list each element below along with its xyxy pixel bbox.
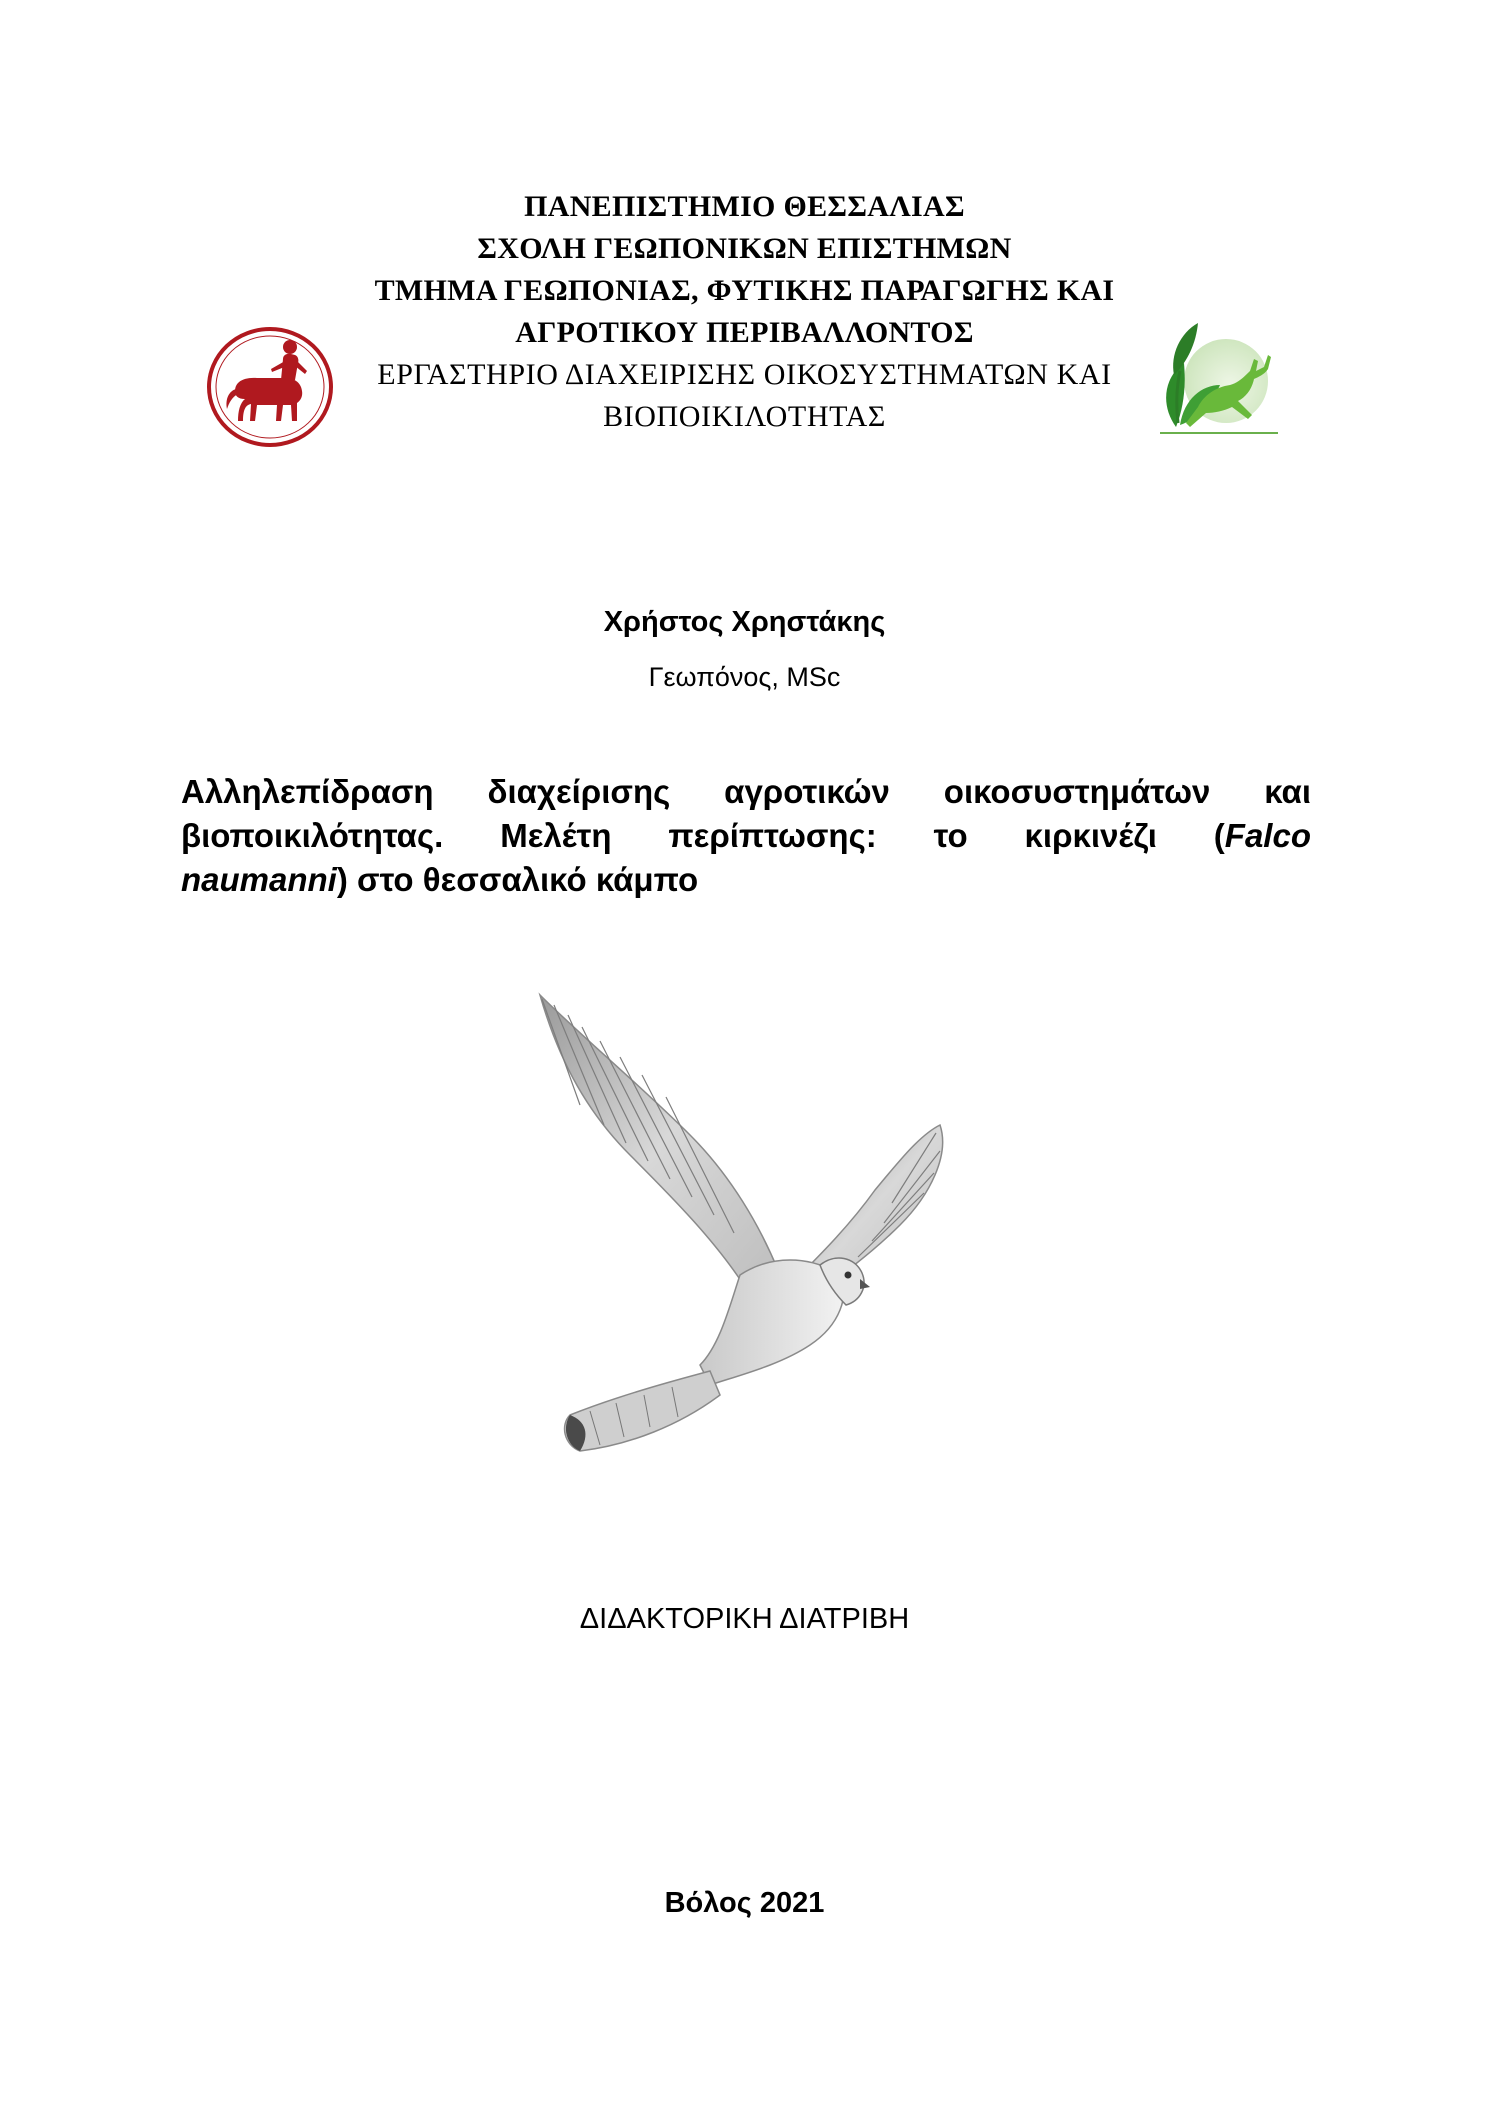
lab-logo: [1140, 315, 1288, 443]
title-line1: Αλληλεπίδραση διαχείρισης αγροτικών οικοσυστημάτων και: [181, 773, 1311, 810]
place-and-year: Βόλος 2021: [664, 1887, 825, 1919]
title-line3: [181, 858, 1311, 902]
lab-name-line1: ΕΡΓΑΣΤΗΡΙΟ ΔΙΑΧΕΙΡΙΣΗΣ ΟΙΚΟΣΥΣΤΗΜΑΤΩΝ ΚΑΙ: [377, 358, 1112, 391]
document-type: ΔΙΔΑΚΤΟΡΙΚΗ ΔΙΑΤΡΙΒΗ: [579, 1603, 910, 1635]
title-line2: [181, 814, 1311, 858]
title-line3-text: ) στο θεσσαλικό κάμπο: [336, 861, 699, 898]
centaur-logo-icon: [205, 325, 335, 449]
title-line2-text: βιοποικιλότητας. Μελέτη περίπτωσης: το κιρκινέζι (: [181, 817, 1225, 854]
title-italic-species: naumanni: [181, 861, 337, 898]
department-name-line2: ΑΓΡΟΤΙΚΟΥ ΠΕΡΙΒΑΛΛΟΝΤΟΣ: [515, 316, 974, 349]
university-name: ΠΑΝΕΠΙΣΤΗΜΙΟ ΘΕΣΣΑΛΙΑΣ: [524, 190, 965, 223]
author-degree: Γεωπόνος, MSc: [648, 662, 841, 692]
title-italic-genus: Falco: [1224, 817, 1311, 854]
department-name-line1: ΤΜΗΜΑ ΓΕΩΠΟΝΙΑΣ, ΦΥΤΙΚΗΣ ΠΑΡΑΓΩΓΗΣ ΚΑΙ: [374, 274, 1115, 307]
thesis-title: [181, 770, 1311, 902]
plant-deer-logo-icon: [1140, 315, 1288, 443]
kestrel-bird-icon: [520, 975, 980, 1455]
school-name: ΣΧΟΛΗ ΓΕΩΠΟΝΙΚΩΝ ΕΠΙΣΤΗΜΩΝ: [477, 232, 1012, 265]
lab-name-line2: ΒΙΟΠΟΙΚΙΛΟΤΗΤΑΣ: [603, 400, 886, 433]
kestrel-image: [520, 975, 980, 1455]
author-name: Χρήστος Χρηστάκης: [603, 606, 886, 638]
university-logo: [205, 325, 335, 449]
